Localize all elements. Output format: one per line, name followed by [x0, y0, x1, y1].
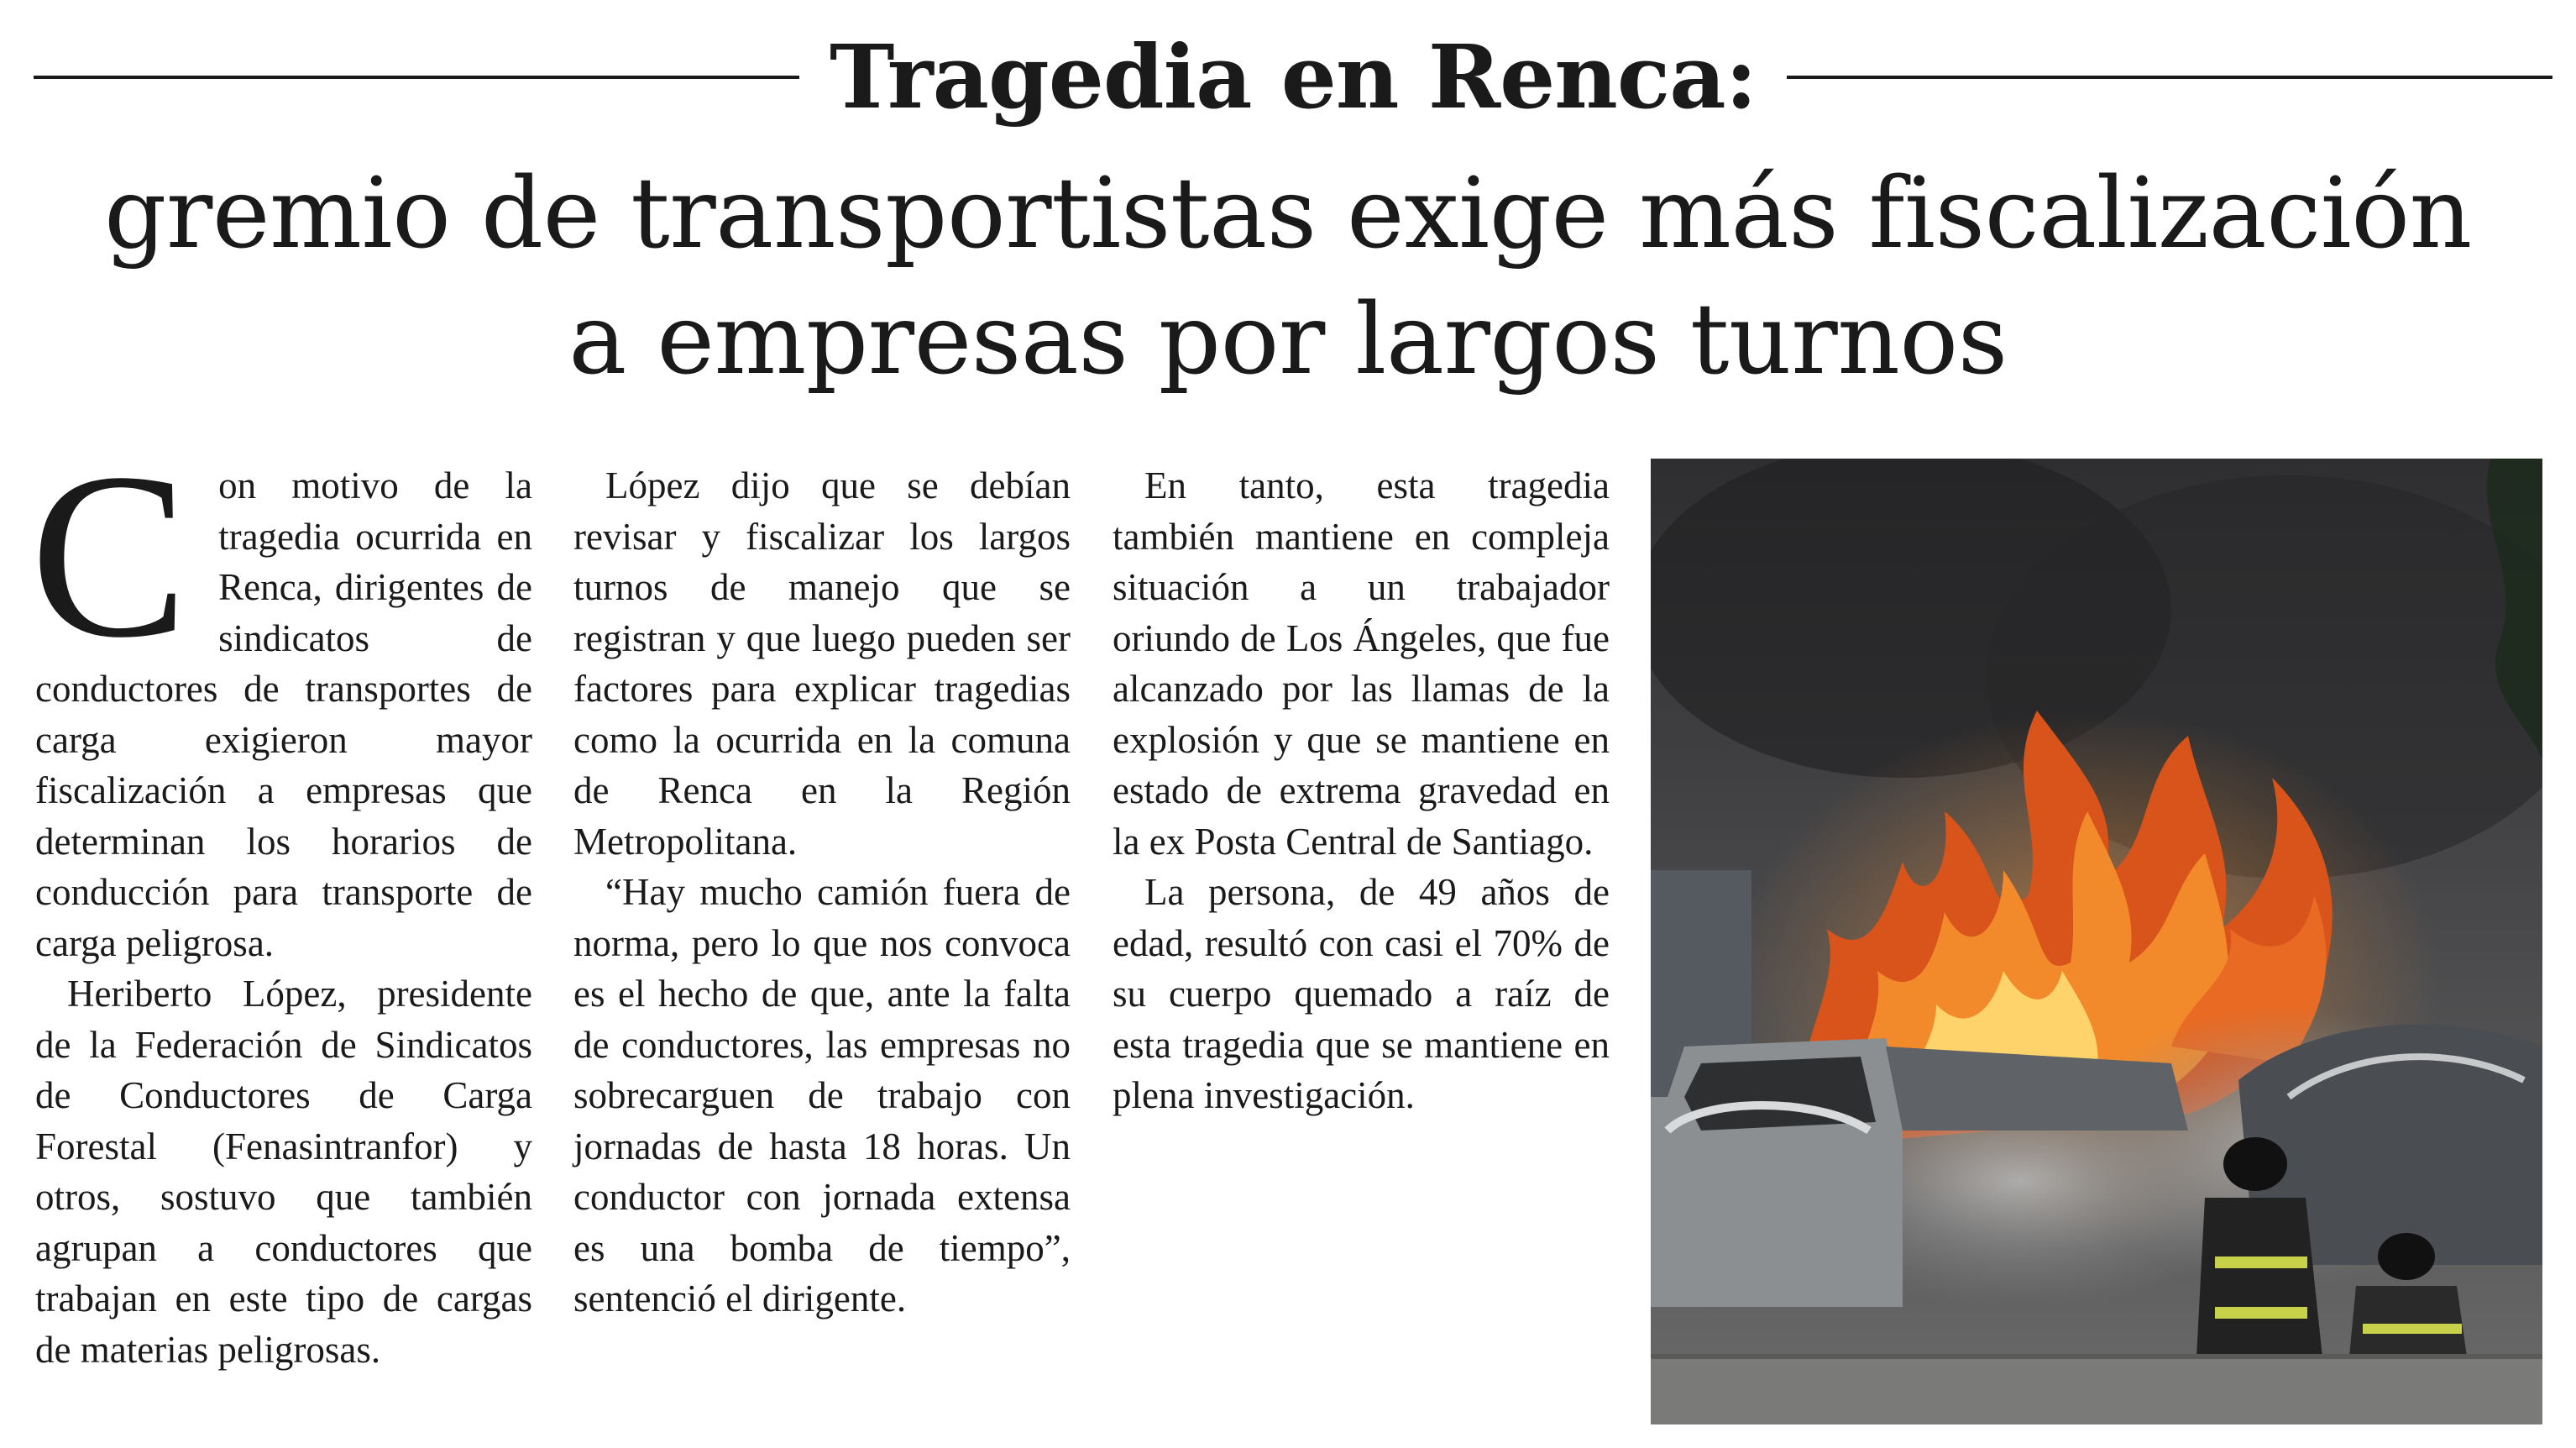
- paragraph: Heriberto López, presidente de la Federación de Sindicatos de Conductores de Carga Forestal (Fenasintranfor) y otros, sostuvo que también agrupan a conductores que trabajan en este tipo de cargas de materias peligrosas.: [35, 973, 532, 1371]
- photo-illustration: [1651, 459, 2542, 1424]
- article-column-2: [573, 460, 1071, 1325]
- kicker-rule-right: [1787, 76, 2552, 79]
- article-column-3: [1113, 460, 1610, 1121]
- drop-cap: C: [30, 424, 189, 686]
- headline-line-2: a empresas por largos turnos: [568, 283, 2008, 396]
- headline-line-1: gremio de transportistas exige más fiscalización: [104, 157, 2472, 270]
- paragraph: En tanto, esta tragedia también mantiene en compleja situación a un trabajador oriundo de Los Ángeles, que fue alcanzado por las llamas de la explosión y que se mantiene en estado de extrema gravedad en la ex Posta Central de Santiago.: [1113, 464, 1610, 863]
- kicker-rule-left: [34, 76, 799, 79]
- paragraph: [30, 424, 532, 968]
- paragraph: López dijo que se debían revisar y fiscalizar los largos turnos de manejo que se registran y que luego pueden ser factores para explicar tragedias como la ocurrida en la comuna de Renca en la Región Metropolitana.: [573, 464, 1071, 863]
- barrier-edge: [1651, 1354, 2542, 1359]
- road-barrier: [1651, 1357, 2542, 1424]
- paragraph: “Hay mucho camión fuera de norma, pero lo que nos convoca es el hecho de que, ante la falta de conductores, las empresas no sobrecarguen de trabajo con jornadas de hasta 18 horas. Un conductor con jornada extensa es una bomba de tiempo”, sentenció el dirigente.: [573, 871, 1071, 1319]
- headline: [0, 151, 2576, 403]
- kicker-row: [34, 18, 2552, 136]
- paragraph: La persona, de 49 años de edad, resultó con casi el 70% de su cuerpo quemado a raíz de esta tragedia que se mantiene en plena investigación.: [1113, 871, 1610, 1116]
- kicker: Tragedia en Renca:: [830, 25, 1757, 129]
- article-column-1: [30, 424, 532, 1375]
- truck-fire-photo: [1651, 459, 2542, 1424]
- paragraph-text: on motivo de la tragedia ocurrida en Renca, dirigentes de sindicatos de conductores de transportes de carga exigieron mayor fiscalización a empresas que determinan los horarios de conducción para transporte de carga peligrosa.: [35, 464, 532, 964]
